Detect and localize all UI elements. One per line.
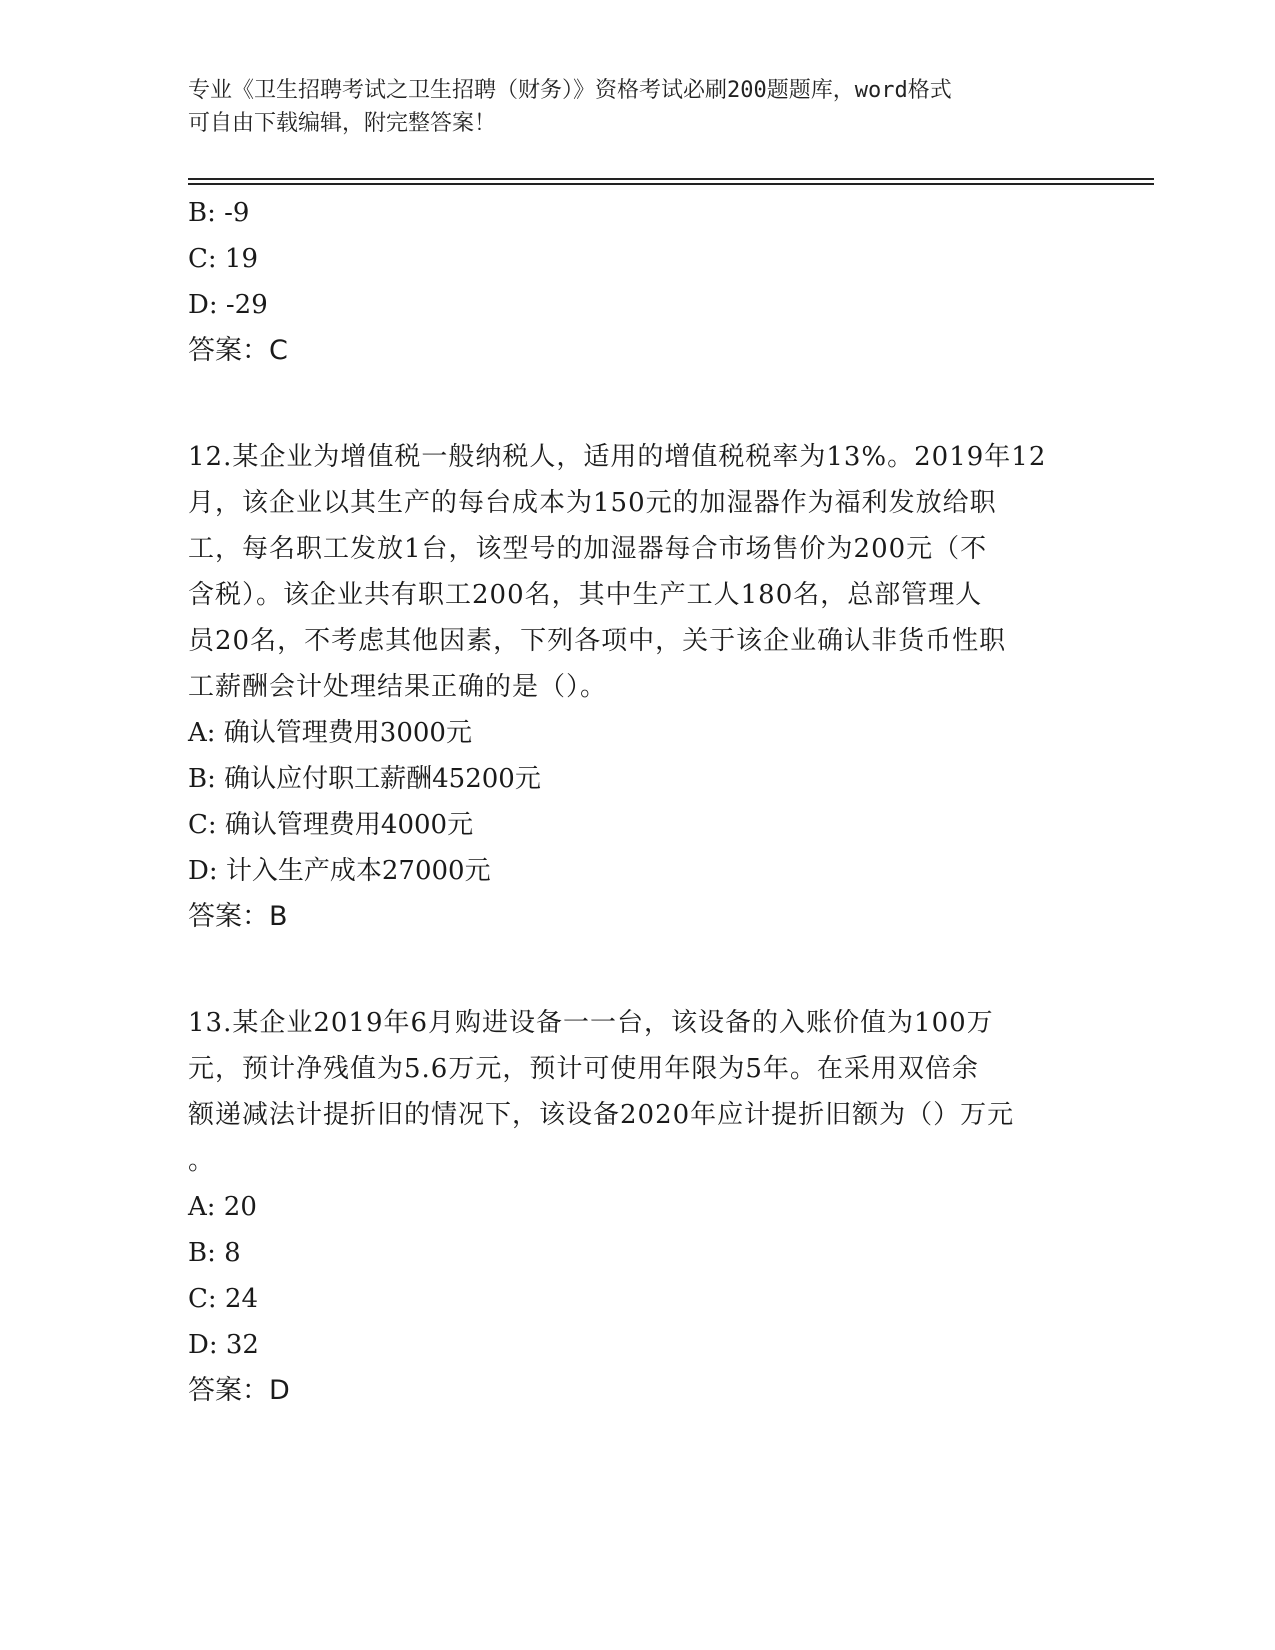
option-d: D: -29 <box>188 290 268 320</box>
question-11 <box>188 190 1088 374</box>
stem-line: 。 <box>188 1146 216 1176</box>
option-b: B: -9 <box>188 198 250 228</box>
header-line-1: 专业《卫生招聘考试之卫生招聘（财务）》资格考试必刷200题题库，word格式 <box>188 78 952 103</box>
option-c: C: 确认管理费用4000元 <box>188 810 474 840</box>
option-d: D: 32 <box>188 1330 259 1360</box>
stem-line: 工薪酬会计处理结果正确的是（）。 <box>188 672 608 702</box>
stem-line: 工，每名职工发放1台，该型号的加湿器每合市场售价为200元（不 <box>188 534 988 564</box>
option-a: A: 20 <box>188 1192 257 1222</box>
stem-line: 含税）。该企业共有职工200名，其中生产工人180名，总部管理人 <box>188 580 983 610</box>
header-line-2: 可自由下载编辑，附完整答案！ <box>188 111 497 136</box>
question-13 <box>188 1000 1088 1414</box>
option-c: C: 24 <box>188 1284 259 1314</box>
question-gap <box>188 940 1088 1000</box>
option-a: A: 确认管理费用3000元 <box>188 718 472 748</box>
answer-line: 答案：B <box>188 901 288 932</box>
option-d: D: 计入生产成本27000元 <box>188 856 491 886</box>
stem-line: 员20名，不考虑其他因素，下列各项中，关于该企业确认非货币性职 <box>188 626 1007 656</box>
stem-line: 月，该企业以其生产的每台成本为150元的加湿器作为福利发放给职 <box>188 488 997 518</box>
option-b: B: 确认应付职工薪酬45200元 <box>188 764 541 794</box>
stem-line: 元，预计净残值为5.6万元，预计可使用年限为5年。在采用双倍余 <box>188 1054 979 1084</box>
question-gap <box>188 374 1088 434</box>
stem-line: 13.某企业2019年6月购进设备一一台，该设备的入账价值为100万 <box>188 1008 994 1038</box>
answer-line: 答案：D <box>188 1375 290 1406</box>
option-b: B: 8 <box>188 1238 241 1268</box>
answer-line: 答案：C <box>188 335 288 366</box>
header-divider-bottom <box>188 183 1154 185</box>
question-content <box>188 190 1088 1414</box>
header-divider-top <box>188 178 1154 180</box>
stem-line: 12.某企业为增值税一般纳税人，适用的增值税税率为13%。2019年12 <box>188 442 1047 472</box>
document-header <box>188 74 1068 140</box>
stem-line: 额递减法计提折旧的情况下，该设备2020年应计提折旧额为（）万元 <box>188 1100 1015 1130</box>
question-12 <box>188 434 1088 940</box>
option-c: C: 19 <box>188 244 259 274</box>
question-stem <box>188 434 1088 710</box>
question-stem <box>188 1000 1088 1184</box>
